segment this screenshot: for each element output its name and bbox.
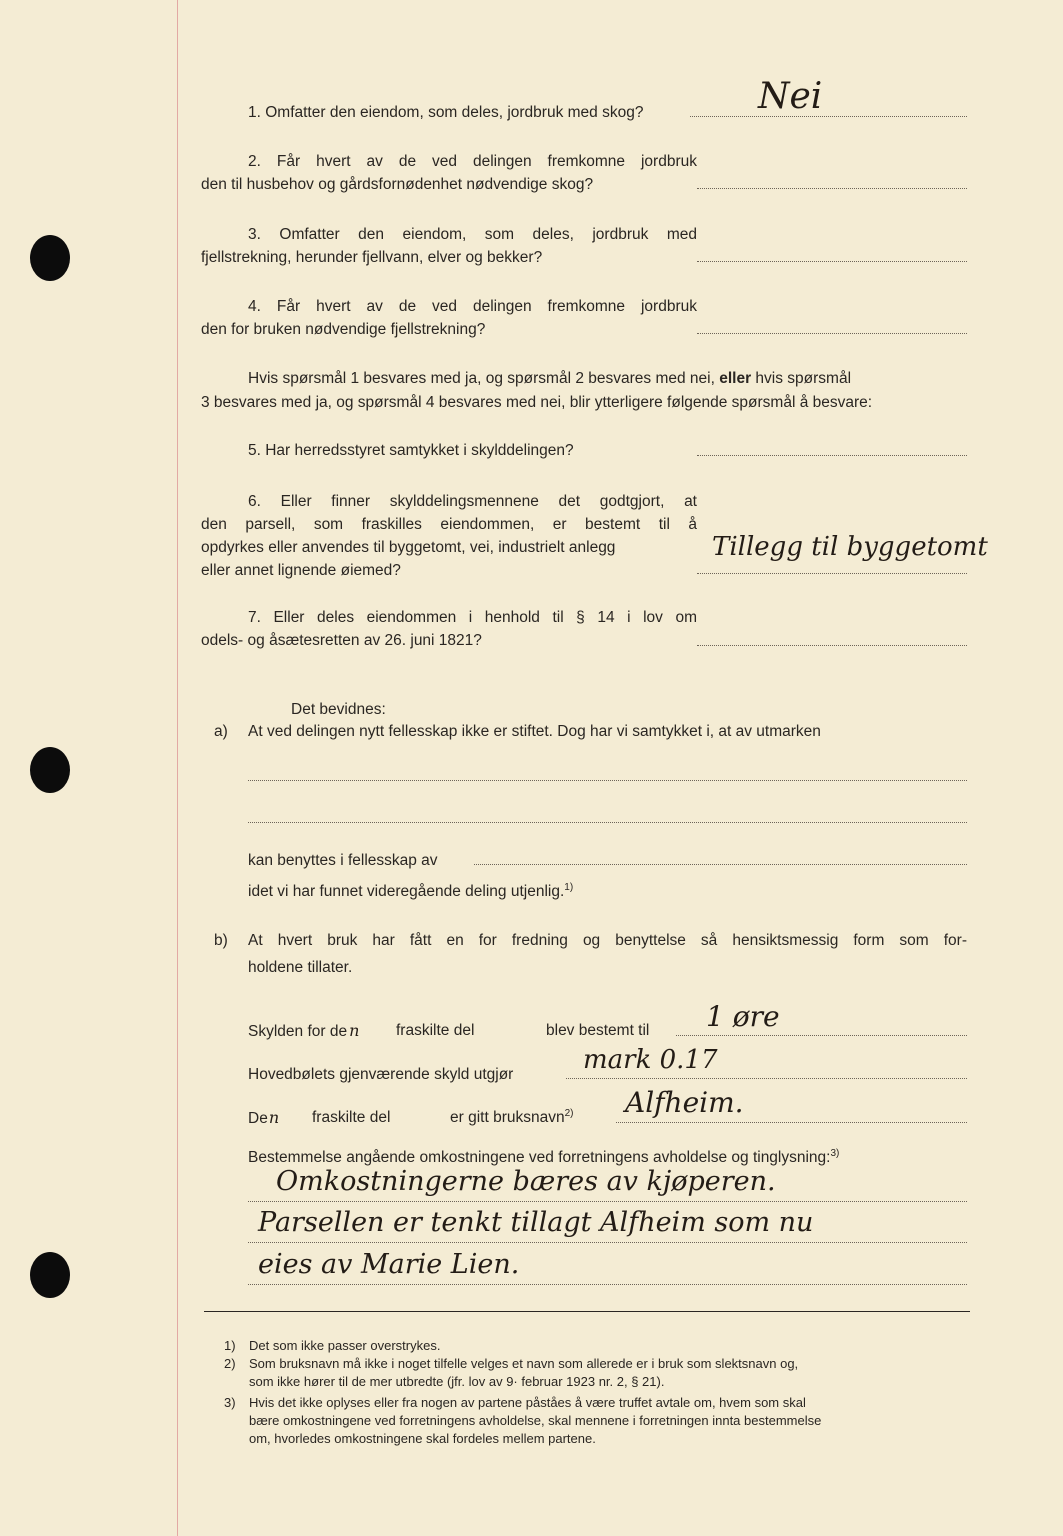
footnote-3-num: 3): [224, 1395, 236, 1410]
condition-text-a: Hvis spørsmål 1 besvares med ja, og spørsmål 2 besvares med nei,: [248, 370, 715, 387]
footnote-3-line-3: om, hvorledes omkostningene skal fordeles mellem partene.: [249, 1431, 596, 1446]
punch-hole: [30, 1252, 70, 1298]
skyld-line-3a: [248, 1106, 279, 1130]
answer-line-4[interactable]: [697, 333, 967, 334]
omkostning-line-2[interactable]: [248, 1242, 967, 1243]
margin-line: [177, 0, 178, 1536]
footnote-separator: [204, 1311, 970, 1312]
item-b-line-1: At hvert bruk har fått en for fredning og benyttelse så hensiktsmessig form som for-: [248, 932, 967, 949]
omkostning-hw-line-2: Parsellen er tenkt tillagt Alfheim som nu: [258, 1207, 814, 1238]
footnote-3-line-2: bære omkostningene ved forretningens avholdelse, skal mennene i forretningen innta bestemmelse: [249, 1413, 822, 1428]
question-3-line-2: fjellstrekning, herunder fjellvann, elver og bekker?: [201, 249, 543, 266]
omkostning-line-1[interactable]: [248, 1201, 967, 1202]
punch-hole: [30, 747, 70, 793]
skyld-hw-n: n: [349, 1021, 360, 1040]
omkostning-line-3[interactable]: [248, 1284, 967, 1285]
bruksnavn-hw-n: n: [268, 1108, 280, 1127]
question-7-line-2: odels- og åsætesretten av 26. juni 1821?: [201, 632, 482, 649]
skyld-line-2: Hovedbølets gjenværende skyld utgjør: [248, 1066, 514, 1083]
footnote-2-num: 2): [224, 1356, 236, 1371]
question-7-line-1: 7. Eller deles eiendommen i henhold til § 14 i lov om: [248, 609, 697, 626]
footnote-1-num: 1): [224, 1338, 236, 1353]
bruksnavn-label: er gitt bruksnavn: [450, 1109, 565, 1126]
answer-line-2[interactable]: [697, 188, 967, 189]
question-5: 5. Har herredsstyret samtykket i skylddelingen?: [248, 442, 574, 459]
question-4-line-2: den for bruken nødvendige fjellstrekning?: [201, 321, 486, 338]
skyld-label: Skylden for de: [248, 1023, 348, 1040]
bruksnavn-blank[interactable]: [616, 1122, 967, 1123]
skyld-line-3c: [450, 1106, 574, 1129]
idet-text: [248, 880, 573, 903]
bruksnavn-hw: Alfheim.: [625, 1086, 744, 1119]
question-6-line-1: 6. Eller finner skylddelingsmennene det godtgjort, at: [248, 493, 697, 510]
omkostning-label: Bestemmelse angående omkostningene ved forretningens avholdelse og tinglysning:: [248, 1149, 831, 1166]
skyld-hw-mark: mark 0.17: [583, 1045, 718, 1075]
footnote-ref-2: 2): [564, 1107, 574, 1119]
bevidnes-heading: Det bevidnes:: [291, 701, 386, 718]
question-6-line-2: den parsell, som fraskilles eiendommen, er bestemt til å: [201, 516, 697, 533]
footnote-2-line-1: Som bruksnavn må ikke i noget tilfelle velges et navn som allerede er i bruk som slektsnavn og,: [249, 1356, 799, 1371]
kan-benyttes-text: kan benyttes i fellesskap av: [248, 852, 438, 869]
condition-line-1: [248, 367, 851, 390]
omkostning-hw-line-1: Omkostningerne bæres av kjøperen.: [276, 1166, 776, 1197]
footnote-ref-1: 1): [564, 881, 574, 893]
skyld-line-1-blank[interactable]: [676, 1035, 967, 1036]
answer-line-6[interactable]: [697, 573, 967, 574]
item-a-blank-line-2[interactable]: [248, 822, 967, 823]
omkostning-hw-line-3: eies av Marie Lien.: [258, 1249, 520, 1280]
item-a-label: a): [214, 723, 228, 740]
item-b-line-2: holdene tillater.: [248, 959, 353, 976]
question-6-line-4: eller annet lignende øiemed?: [201, 562, 401, 579]
footnote-1: Det som ikke passer overstrykes.: [249, 1338, 441, 1353]
question-6-line-3: opdyrkes eller anvendes til byggetomt, vei, industrielt anlegg: [201, 539, 616, 556]
answer-line-7[interactable]: [697, 645, 967, 646]
skyld-line-1c: blev bestemt til: [546, 1022, 650, 1039]
answer-6-handwriting: Tillegg til byggetomt: [712, 532, 988, 562]
idet-label: idet vi har funnet videregående deling utjenlig.: [248, 883, 565, 900]
question-3-line-1: 3. Omfatter den eiendom, som deles, jordbruk med: [248, 226, 697, 243]
condition-line-2: 3 besvares med ja, og spørsmål 4 besvares med nei, blir ytterligere følgende spørsmål å besvare:: [201, 394, 873, 411]
item-a-text: At ved delingen nytt fellesskap ikke er stiftet. Dog har vi samtykket i, at av utmarken: [248, 723, 821, 740]
footnote-2-line-2: som ikke hører til de mer utbredte (jfr. lov av 9· februar 1923 nr. 2, § 21).: [249, 1374, 665, 1389]
question-1: 1. Omfatter den eiendom, som deles, jordbruk med skog?: [248, 104, 644, 121]
footnote-3-line-1: Hvis det ikke oplyses eller fra nogen av partene påståes å være truffet avtale om, hvem som skal: [249, 1395, 806, 1410]
condition-text-c: hvis spørsmål: [755, 370, 852, 387]
item-b-label: b): [214, 932, 228, 949]
condition-bold-eller: eller: [719, 370, 752, 387]
answer-line-5[interactable]: [697, 455, 967, 456]
skyld-line-1a: [248, 1019, 359, 1043]
bruksnavn-de: De: [248, 1110, 268, 1127]
skyld-line-3b: fraskilte del: [312, 1109, 391, 1126]
footnote-ref-3: 3): [830, 1147, 840, 1159]
answer-line-3[interactable]: [697, 261, 967, 262]
question-4-line-1: 4. Får hvert av de ved delingen fremkomne jordbruk: [248, 298, 697, 315]
skyld-line-1b: fraskilte del: [396, 1022, 475, 1039]
skyld-hw-value: 1 øre: [706, 1000, 780, 1033]
question-2-line-2: den til husbehov og gårdsfornødenhet nødvendige skog?: [201, 176, 594, 193]
skyld-line-2-blank[interactable]: [566, 1078, 967, 1079]
answer-line-1[interactable]: [690, 116, 967, 117]
question-2-line-1: 2. Får hvert av de ved delingen fremkomne jordbruk: [248, 153, 697, 170]
answer-1-handwriting: Nei: [758, 76, 823, 117]
item-a-blank-line-1[interactable]: [248, 780, 967, 781]
punch-hole: [30, 235, 70, 281]
kan-benyttes-line[interactable]: [474, 864, 967, 865]
